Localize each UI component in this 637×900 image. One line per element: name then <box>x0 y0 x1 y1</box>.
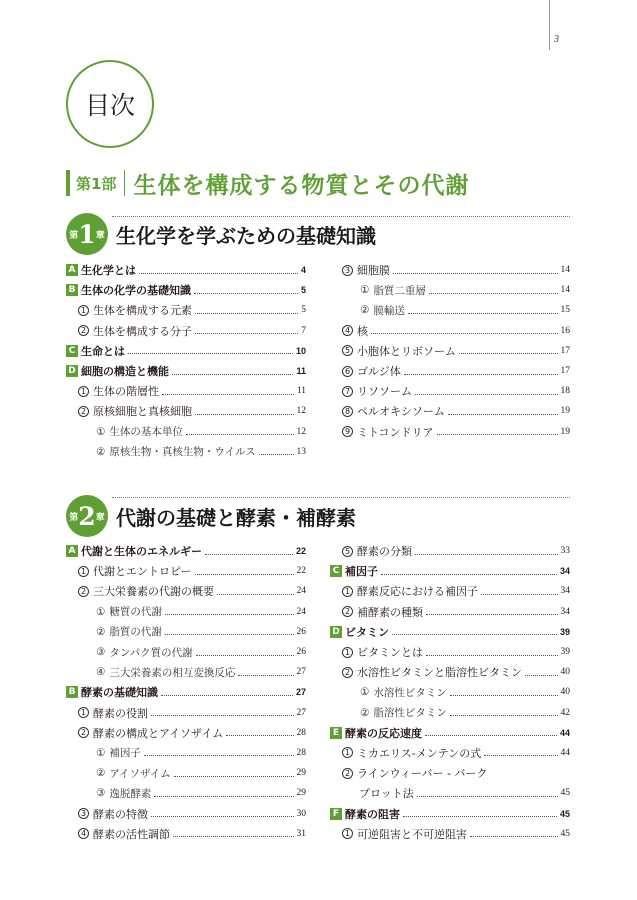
dot-leader <box>172 374 293 375</box>
dot-leader <box>459 353 558 354</box>
toc-entry-text: 代謝とエントロピー <box>93 565 192 579</box>
toc-entry-text: 生体の階層性 <box>93 385 159 399</box>
dot-leader <box>174 776 294 777</box>
dot-leader <box>437 434 558 435</box>
toc-entry-text: 生体の化学の基礎知識 <box>81 284 191 298</box>
chapter-2-rule <box>112 497 570 498</box>
toc-page-number: 39 <box>559 626 570 637</box>
chapter-prefix: 第 <box>69 512 79 523</box>
section-letter-badge: B <box>66 686 78 698</box>
circled-number: 9 <box>342 426 353 437</box>
toc-page-number: 45 <box>559 808 570 819</box>
toc-entry[interactable] <box>66 622 306 642</box>
toc-entry-text: ゴルジ体 <box>357 365 401 379</box>
toc-entry[interactable] <box>66 300 306 320</box>
dot-leader <box>484 755 557 756</box>
sub-marker: ② <box>96 445 106 458</box>
toc-entry[interactable] <box>66 602 306 622</box>
dot-leader <box>139 273 298 274</box>
toc-entry-text: 水溶性ビタミンと脂溶性ビタミン <box>357 666 522 680</box>
toc-page-number: 11 <box>296 366 306 377</box>
toc-page-number: 40 <box>560 687 570 698</box>
toc-page-number: 19 <box>560 426 570 437</box>
toc-page-number: 28 <box>296 747 306 758</box>
toc-entry[interactable] <box>66 361 306 381</box>
toc-page-number: 39 <box>560 647 570 658</box>
toc-page-number: 4 <box>300 265 306 276</box>
toc-entry[interactable] <box>66 341 306 361</box>
toc-page-number: 45 <box>560 788 570 799</box>
toc-entry-text: ミカエリス-メンテンの式 <box>357 746 482 760</box>
toc-title: 目次 <box>84 91 135 120</box>
toc-entry[interactable] <box>330 642 570 662</box>
dot-leader <box>393 273 558 274</box>
toc-entry-text: 酵素の阻害 <box>345 807 400 821</box>
toc-entry[interactable] <box>330 723 570 743</box>
toc-entry-text: 脂質の代謝 <box>109 626 162 639</box>
toc-entry-text: 小胞体とリボソーム <box>357 344 456 358</box>
circled-number: 7 <box>342 386 353 397</box>
circled-number: 1 <box>342 647 353 658</box>
sub-marker: ③ <box>96 646 106 659</box>
part-separator <box>124 170 125 196</box>
toc-entry[interactable] <box>330 783 570 803</box>
toc-page-number: 44 <box>560 747 570 758</box>
toc-page-number: 16 <box>560 325 570 336</box>
chapter-1-title: 生化学を学ぶための基礎知識 <box>116 223 376 248</box>
toc-page-number: 27 <box>295 687 306 698</box>
toc-entry[interactable] <box>66 321 306 341</box>
dot-leader <box>408 313 558 314</box>
toc-entry[interactable] <box>330 422 570 442</box>
toc-entry-text: 原核生物・真核生物・ウイルス <box>109 446 256 459</box>
toc-entry[interactable] <box>330 280 570 300</box>
circled-number: 2 <box>78 325 89 336</box>
dot-leader <box>161 695 293 696</box>
dot-leader <box>525 675 558 676</box>
dot-leader <box>217 594 294 595</box>
dot-leader <box>448 414 558 415</box>
dot-leader <box>195 574 294 575</box>
section-letter-badge: A <box>66 264 78 276</box>
dot-leader <box>173 836 294 837</box>
toc-page-number: 13 <box>296 446 306 457</box>
toc-page-number: 11 <box>296 386 306 397</box>
toc-entry-text: 核 <box>357 324 368 338</box>
dot-leader <box>128 353 293 354</box>
toc-entry-text: ペルオキシソーム <box>357 405 445 419</box>
dot-leader <box>165 634 294 635</box>
toc-page-number: 10 <box>295 345 306 356</box>
dot-leader <box>450 695 558 696</box>
toc-entry-text: 酵素の分類 <box>357 545 412 559</box>
chapter-2-heading <box>66 495 356 537</box>
toc-page-number: 17 <box>560 366 570 377</box>
circled-number: 1 <box>78 305 89 316</box>
toc-page-number: 19 <box>560 406 570 417</box>
toc-entry-text: 生体を構成する元素 <box>93 304 192 318</box>
circled-number: 1 <box>342 747 353 758</box>
dot-leader <box>426 655 558 656</box>
toc-entry-text: 細胞の構造と機能 <box>81 365 169 379</box>
circled-number: 1 <box>342 828 353 839</box>
dot-leader <box>425 735 557 736</box>
circled-number: 2 <box>78 586 89 597</box>
toc-page-number: 45 <box>560 828 570 839</box>
chapter-number: 1 <box>78 219 96 249</box>
toc-entry[interactable] <box>330 541 570 561</box>
circled-number: 2 <box>342 768 353 779</box>
chapter-suffix: 章 <box>95 512 105 523</box>
part-title: 生体を構成する物質とその代謝 <box>133 172 470 199</box>
toc-entry[interactable] <box>66 260 306 280</box>
dot-leader <box>162 394 294 395</box>
toc-entry-text: 脂溶性ビタミン <box>373 707 447 720</box>
toc-entry[interactable] <box>330 682 570 702</box>
toc-entry[interactable] <box>330 581 570 601</box>
toc-entry-text: ミトコンドリア <box>357 425 434 439</box>
toc-entry-text: リソソーム <box>357 385 412 399</box>
part-label: 第1部 <box>76 174 117 193</box>
toc-entry-text: タンパク質の代謝 <box>109 646 193 659</box>
chapter-1-heading <box>66 213 376 255</box>
circled-number: 1 <box>78 566 89 577</box>
toc-entry-text: 補酵素の種類 <box>357 605 423 619</box>
toc-entry[interactable] <box>66 541 306 561</box>
margin-rule <box>549 0 550 50</box>
toc-entry-text: 三大栄養素の代謝の概要 <box>93 585 214 599</box>
toc-page-number: 14 <box>560 285 570 296</box>
toc-page-number: 15 <box>560 305 570 316</box>
dot-leader <box>259 454 294 455</box>
toc-entry[interactable] <box>330 622 570 642</box>
dot-leader <box>403 816 557 817</box>
toc-entry-text: 生命とは <box>81 344 125 358</box>
section-letter-badge: A <box>66 545 78 557</box>
toc-entry[interactable] <box>330 321 570 341</box>
toc-entry[interactable] <box>66 703 306 723</box>
circled-number: 3 <box>342 265 353 276</box>
section-letter-badge: E <box>330 727 342 739</box>
toc-entry-text: 生化学とは <box>81 264 136 278</box>
toc-entry-text: 細胞膜 <box>357 264 390 278</box>
toc-entry[interactable] <box>330 703 570 723</box>
sub-marker: ② <box>96 625 106 638</box>
toc-entry-text: 酵素反応における補因子 <box>357 585 478 599</box>
sub-marker: ② <box>96 767 106 780</box>
toc-entry[interactable] <box>330 361 570 381</box>
toc-entry-text: 脂質二重層 <box>373 284 426 297</box>
dot-leader <box>415 554 558 555</box>
sub-marker: ① <box>360 686 370 699</box>
toc-page-number: 26 <box>296 626 306 637</box>
toc-entry[interactable] <box>330 803 570 823</box>
dot-leader <box>450 715 558 716</box>
toc-page-number: 28 <box>296 727 306 738</box>
toc-entry[interactable] <box>66 422 306 442</box>
section-letter-badge: D <box>330 626 342 638</box>
toc-entry[interactable] <box>330 381 570 401</box>
toc-entry[interactable] <box>330 662 570 682</box>
toc-page-number: 14 <box>560 265 570 276</box>
dot-leader <box>392 634 557 635</box>
circled-number: 6 <box>342 366 353 377</box>
circled-number: 2 <box>342 667 353 678</box>
toc-page-number: 34 <box>560 606 570 617</box>
sub-marker: ③ <box>96 787 106 800</box>
toc-entry-text: 逸脱酵素 <box>109 787 152 800</box>
toc-entry-text: 可逆阻害と不可逆阻害 <box>357 827 467 841</box>
toc-page-number: 5 <box>301 305 306 316</box>
toc-entry[interactable] <box>66 280 306 300</box>
toc-entry-text: 酵素の構成とアイソザイム <box>93 726 224 740</box>
toc-page-number: 42 <box>560 707 570 718</box>
toc-entry-text: 酵素の役割 <box>93 706 148 720</box>
toc-entry-text: 生体の基本単位 <box>109 426 183 439</box>
dot-leader <box>194 293 298 294</box>
toc-entry-text: 酵素の特徴 <box>93 807 148 821</box>
dot-leader <box>426 614 558 615</box>
page-number: 3 <box>554 34 559 45</box>
circled-number: 4 <box>78 828 89 839</box>
toc-entry[interactable] <box>66 682 306 702</box>
toc-page-number: 30 <box>296 808 306 819</box>
circled-number: 3 <box>78 808 89 819</box>
dot-leader <box>196 655 294 656</box>
toc-entry-text: 酵素の基礎知識 <box>81 686 158 700</box>
toc-entry-text: ビタミン <box>345 625 389 639</box>
toc-page-number: 18 <box>560 386 570 397</box>
toc-entry[interactable] <box>66 824 306 844</box>
toc-entry-text: 酵素の活性調節 <box>93 827 170 841</box>
chapter-2-title: 代謝の基礎と酵素・補酵素 <box>116 505 356 530</box>
toc-entry-text: 生体を構成する分子 <box>93 324 192 338</box>
circled-number: 4 <box>342 325 353 336</box>
toc-page-number: 27 <box>296 707 306 718</box>
section-letter-badge: D <box>66 365 78 377</box>
chapter-1-right-column <box>330 260 570 442</box>
toc-entry[interactable] <box>330 763 570 783</box>
toc-page-number: 22 <box>296 566 306 577</box>
toc-entry[interactable] <box>66 783 306 803</box>
circled-number: 2 <box>342 606 353 617</box>
toc-entry-text: 三大栄養素の相互変換反応 <box>109 666 236 679</box>
toc-entry[interactable] <box>330 743 570 763</box>
dot-leader <box>151 715 294 716</box>
toc-entry[interactable] <box>66 642 306 662</box>
sub-marker: ② <box>360 304 370 317</box>
sub-marker: ① <box>360 284 370 297</box>
toc-page-number: 34 <box>559 566 570 577</box>
circled-number: 5 <box>342 546 353 557</box>
circled-number: 1 <box>78 707 89 718</box>
sub-marker: ④ <box>96 666 106 679</box>
toc-entry[interactable] <box>66 723 306 743</box>
toc-entry[interactable] <box>66 743 306 763</box>
toc-entry[interactable] <box>66 401 306 421</box>
toc-page-number: 29 <box>296 768 306 779</box>
part-heading <box>66 168 469 198</box>
toc-entry-text: 補因子 <box>109 747 141 760</box>
toc-page-number: 34 <box>560 586 570 597</box>
toc-entry[interactable] <box>66 442 306 462</box>
dot-leader <box>470 836 558 837</box>
toc-page-number: 22 <box>295 546 306 557</box>
section-letter-badge: F <box>330 808 342 820</box>
toc-entry[interactable] <box>330 341 570 361</box>
toc-entry-text: 補因子 <box>345 565 378 579</box>
toc-page-number: 12 <box>296 426 306 437</box>
sub-marker: ① <box>96 746 106 759</box>
toc-page-number: 24 <box>296 586 306 597</box>
circled-number: 2 <box>78 406 89 417</box>
dot-leader <box>151 816 294 817</box>
toc-entry-text: アイソザイム <box>109 767 171 780</box>
toc-entry[interactable] <box>66 803 306 823</box>
toc-entry[interactable] <box>330 824 570 844</box>
toc-entry-text: 水溶性ビタミン <box>373 686 447 699</box>
toc-entry[interactable] <box>330 602 570 622</box>
dot-leader <box>195 333 298 334</box>
toc-page-number: 24 <box>296 606 306 617</box>
toc-entry[interactable] <box>66 581 306 601</box>
section-letter-badge: B <box>66 284 78 296</box>
toc-entry-text: ビタミンとは <box>357 646 423 660</box>
toc-page-number: 44 <box>559 727 570 738</box>
dot-leader <box>381 574 557 575</box>
dot-leader <box>195 313 298 314</box>
toc-entry[interactable] <box>66 662 306 682</box>
circled-number: 5 <box>342 345 353 356</box>
dot-leader <box>195 414 294 415</box>
circled-number: 8 <box>342 406 353 417</box>
toc-entry-text: 膜輸送 <box>373 304 405 317</box>
dot-leader <box>481 594 558 595</box>
toc-entry-text: 原核細胞と真核細胞 <box>93 405 192 419</box>
toc-entry-text: 糖質の代謝 <box>109 606 162 619</box>
dot-leader <box>415 394 558 395</box>
toc-entry-text: 代謝と生体のエネルギー <box>81 545 202 559</box>
toc-entry[interactable] <box>330 401 570 421</box>
dot-leader <box>226 735 293 736</box>
circled-number: 2 <box>78 727 89 738</box>
toc-page-number: 40 <box>560 667 570 678</box>
dot-leader <box>186 434 294 435</box>
section-letter-badge: C <box>330 565 342 577</box>
part-accent-bar <box>66 170 70 196</box>
chapter-2-left-column <box>66 541 306 844</box>
dot-leader <box>144 755 294 756</box>
toc-entry[interactable] <box>66 381 306 401</box>
section-letter-badge: C <box>66 345 78 357</box>
toc-entry-text: 酵素の反応速度 <box>345 726 422 740</box>
toc-page-number: 12 <box>296 406 306 417</box>
toc-entry[interactable] <box>66 763 306 783</box>
toc-page-number: 26 <box>296 647 306 658</box>
sub-marker: ① <box>96 425 106 438</box>
toc-entry[interactable] <box>330 561 570 581</box>
chapter-number: 2 <box>78 501 96 531</box>
dot-leader <box>371 333 558 334</box>
toc-entry[interactable] <box>66 561 306 581</box>
toc-page-number: 31 <box>296 828 306 839</box>
dot-leader <box>404 374 558 375</box>
chapter-suffix: 章 <box>95 230 105 241</box>
circled-number: 1 <box>78 386 89 397</box>
toc-page-number: 33 <box>560 546 570 557</box>
toc-title-circle <box>66 60 154 148</box>
chapter-1-left-column <box>66 260 306 462</box>
dot-leader <box>429 293 558 294</box>
dot-leader <box>165 614 294 615</box>
toc-entry[interactable] <box>330 260 570 280</box>
chapter-2-right-column <box>330 541 570 844</box>
chapter-prefix: 第 <box>69 230 79 241</box>
dot-leader <box>205 554 293 555</box>
sub-marker: ② <box>360 706 370 719</box>
sub-marker: ① <box>96 605 106 618</box>
chapter-2-badge <box>66 495 108 537</box>
toc-page-number: 29 <box>296 788 306 799</box>
dot-leader <box>238 675 293 676</box>
chapter-1-rule <box>112 216 570 217</box>
dot-leader <box>417 796 558 797</box>
toc-entry-text: ラインウィーバー - バーク <box>357 767 488 781</box>
toc-page-number: 7 <box>301 325 306 336</box>
toc-page-number: 5 <box>300 285 306 296</box>
dot-leader <box>154 796 293 797</box>
chapter-1-badge <box>66 213 108 255</box>
circled-number: 1 <box>342 586 353 597</box>
toc-entry[interactable] <box>330 300 570 320</box>
toc-page-number: 27 <box>296 667 306 678</box>
toc-page-number: 17 <box>560 345 570 356</box>
toc-entry-text: プロット法 <box>359 787 414 801</box>
